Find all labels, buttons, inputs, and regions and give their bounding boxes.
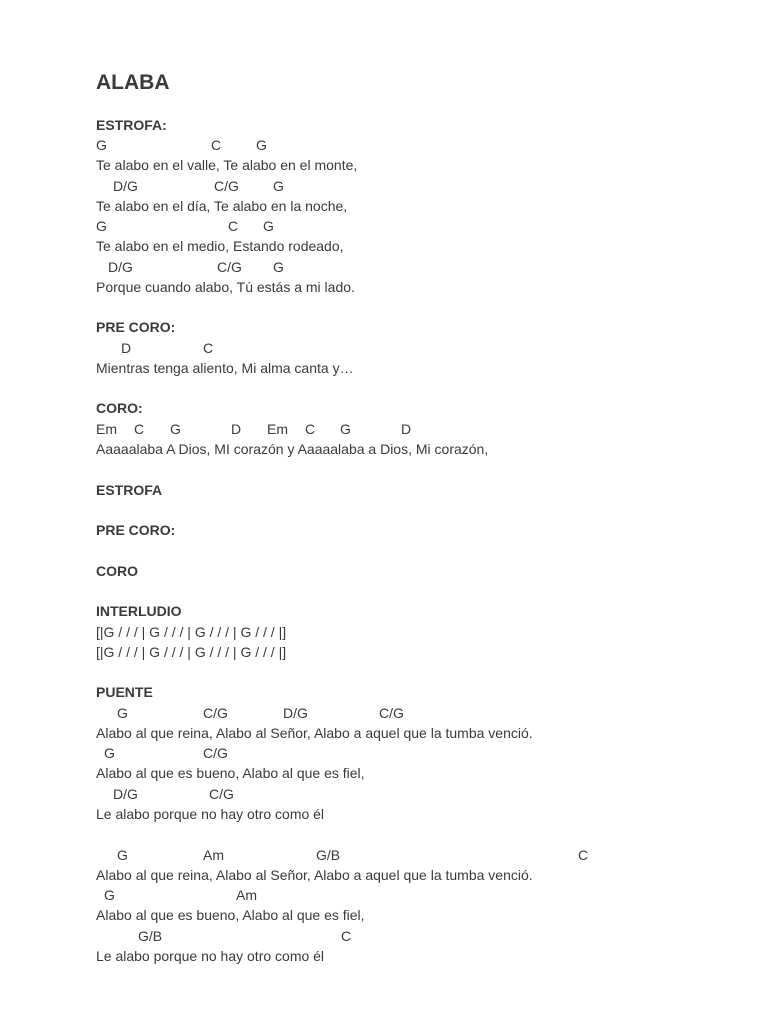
chord: G: [104, 887, 115, 903]
chord: C/G: [214, 178, 239, 194]
chord: C: [211, 137, 222, 153]
chord-line: [96, 216, 696, 236]
chord-line: [96, 703, 696, 723]
section-heading: ESTROFA: [96, 482, 163, 498]
chord: D: [231, 421, 242, 437]
section-heading: PUENTE: [96, 684, 153, 700]
chord: C: [341, 928, 352, 944]
chord: C: [578, 847, 589, 863]
chord: D/G: [108, 259, 133, 275]
chord: Am: [203, 847, 224, 863]
chord: D: [121, 340, 132, 356]
chord: D/G: [113, 178, 138, 194]
section-heading: CORO:: [96, 400, 143, 416]
chord-line: [96, 135, 696, 155]
chord: G: [117, 847, 128, 863]
lyric-line: Te alabo en el medio, Estando rodeado,: [96, 238, 344, 254]
section-heading: INTERLUDIO: [96, 603, 182, 619]
chord: D/G: [113, 786, 138, 802]
chord-line: [96, 338, 696, 358]
chord: G: [273, 178, 284, 194]
lyric-line: [|G / / / | G / / / | G / / / | G / / / |]: [96, 644, 287, 660]
chord: G: [256, 137, 267, 153]
chord: G: [263, 218, 274, 234]
chord: G: [170, 421, 181, 437]
chord-line: [96, 784, 696, 804]
lyric-line: [|G / / / | G / / / | G / / / | G / / / |]: [96, 624, 287, 640]
chord: Em: [267, 421, 288, 437]
chord: C: [134, 421, 145, 437]
lyric-line: Porque cuando alabo, Tú estás a mi lado.: [96, 279, 355, 295]
chord: C/G: [379, 705, 404, 721]
chord-line: [96, 885, 696, 905]
chord: C/G: [203, 745, 228, 761]
chord: C/G: [217, 259, 242, 275]
section-heading: PRE CORO:: [96, 522, 176, 538]
chord: Am: [236, 887, 257, 903]
lyric-line: Le alabo porque no hay otro como él: [96, 948, 325, 964]
chord: C: [305, 421, 316, 437]
lyric-line: Te alabo en el día, Te alabo en la noche,: [96, 198, 348, 214]
lyric-line: Aaaaalaba A Dios, MI corazón y Aaaaalaba a Dios, Mi corazón,: [96, 441, 489, 457]
chord: C/G: [209, 786, 234, 802]
section-heading: ESTROFA:: [96, 117, 167, 133]
chord: D: [401, 421, 412, 437]
chord: G: [104, 745, 115, 761]
lyric-line: Alabo al que reina, Alabo al Señor, Alabo a aquel que la tumba venció.: [96, 725, 533, 741]
chord: C/G: [203, 705, 228, 721]
lyric-line: Mientras tenga aliento, Mi alma canta y…: [96, 360, 354, 376]
chord: C: [203, 340, 214, 356]
chord: G/B: [316, 847, 341, 863]
lyric-line: Alabo al que es bueno, Alabo al que es fiel,: [96, 907, 365, 923]
chord: G: [117, 705, 128, 721]
lyric-line: Le alabo porque no hay otro como él: [96, 806, 325, 822]
chord-line: [96, 176, 696, 196]
chord: G: [273, 259, 284, 275]
lyric-line: Alabo al que es bueno, Alabo al que es fiel,: [96, 765, 365, 781]
chord: G: [340, 421, 351, 437]
chord: G/B: [138, 928, 163, 944]
chord-line: [96, 845, 696, 865]
chord-line: [96, 257, 696, 277]
section-heading: PRE CORO:: [96, 319, 176, 335]
chord-line: [96, 926, 696, 946]
chord: Em: [96, 421, 117, 437]
chord: C: [228, 218, 239, 234]
chord-line: [96, 743, 696, 763]
section-heading: CORO: [96, 563, 138, 579]
song-title: ALABA: [96, 71, 170, 94]
chord-line: [96, 419, 696, 439]
lyric-line: Alabo al que reina, Alabo al Señor, Alabo a aquel que la tumba venció.: [96, 867, 533, 883]
lyric-line: Te alabo en el valle, Te alabo en el monte,: [96, 157, 358, 173]
chord: G: [96, 218, 107, 234]
chord: G: [96, 137, 107, 153]
chord: D/G: [283, 705, 308, 721]
